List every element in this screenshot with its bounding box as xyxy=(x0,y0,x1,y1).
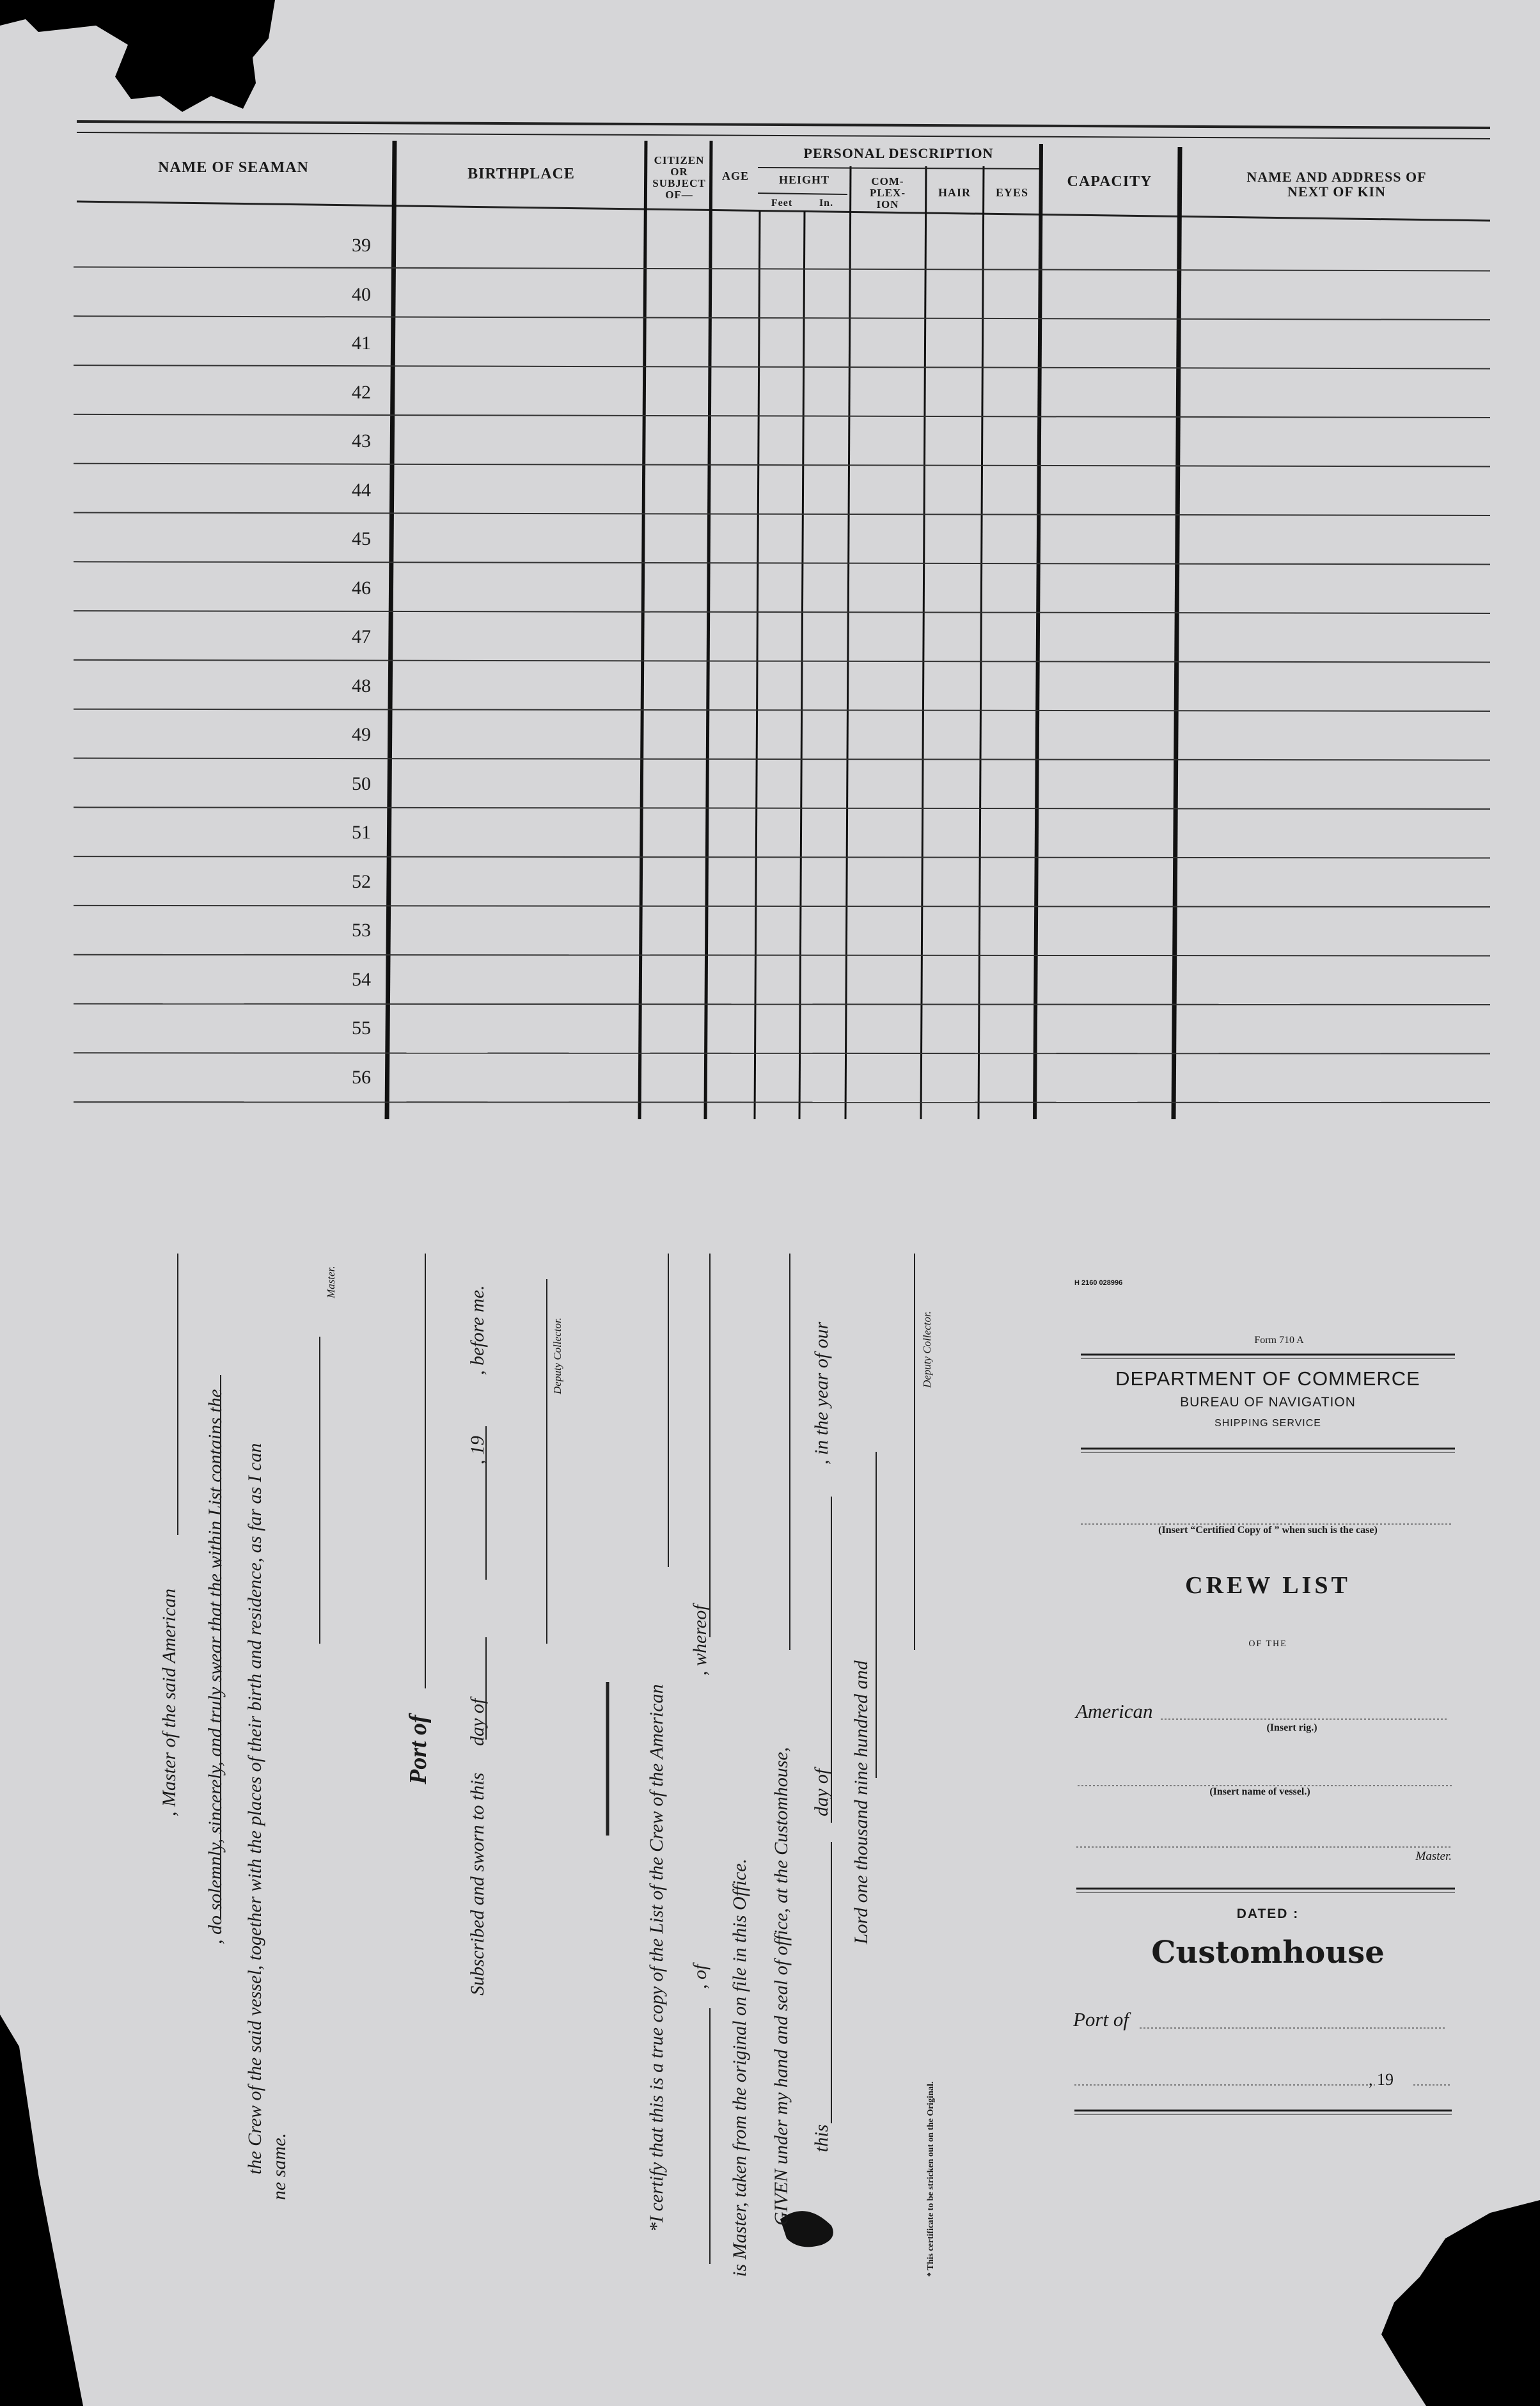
cert-footnote: * This certificate to be stricken out on the Original. xyxy=(926,2081,936,2277)
row-rule xyxy=(74,709,1490,711)
citizen-line-3: SUBJECT xyxy=(652,177,706,189)
cover-nineteen: , 19 xyxy=(1369,2070,1394,2089)
row-number: 48 xyxy=(352,675,371,696)
citizen-line-2: OR xyxy=(670,165,688,178)
row-rule xyxy=(74,807,1490,809)
col-header-inches: In. xyxy=(819,198,834,208)
row-number: 45 xyxy=(352,528,371,549)
row-rule xyxy=(74,1102,1490,1103)
row-rule xyxy=(74,955,1490,956)
oath-deputy-collector: Deputy Collector. xyxy=(551,1317,563,1394)
oath-line-1: , Master of the said American xyxy=(159,1588,180,1816)
col-header-age: AGE xyxy=(721,169,749,182)
cert-year-of-our: , in the year of our xyxy=(811,1321,832,1465)
col-header-name-of-seaman: NAME OF SEAMAN xyxy=(158,159,309,176)
cert-deputy-collector: Deputy Collector. xyxy=(921,1311,933,1388)
row-number: 42 xyxy=(352,381,371,403)
row-number: 56 xyxy=(352,1066,371,1088)
col-header-feet: Feet xyxy=(771,198,793,208)
row-rule xyxy=(74,414,1490,418)
cert-line-1: *I certify that this is a true copy of the List of the Crew of the American xyxy=(646,1684,667,2232)
torn-corner-bottom-right xyxy=(1381,2200,1540,2406)
american-label: American xyxy=(1076,1700,1153,1722)
col-header-height: HEIGHT xyxy=(778,173,830,186)
row-number: 43 xyxy=(352,430,371,452)
cert-whereof: , whereof xyxy=(689,1605,711,1676)
of-the-label: OF THE xyxy=(1248,1639,1287,1649)
row-rule xyxy=(74,660,1490,663)
print-code: H 2160 028996 xyxy=(1074,1279,1123,1287)
department-title: DEPARTMENT OF COMMERCE xyxy=(1115,1367,1420,1390)
oath-line-4: ne same. xyxy=(269,2133,290,2200)
oath-before-me: , before me. xyxy=(467,1285,488,1375)
cover-port-of: Port of xyxy=(1073,2008,1129,2031)
row-number: 49 xyxy=(352,724,371,745)
row-rule xyxy=(74,562,1490,564)
row-rule xyxy=(74,856,1490,858)
row-number: 39 xyxy=(352,235,371,256)
next-of-kin-line-2: NEXT OF KIN xyxy=(1287,184,1387,200)
row-rule xyxy=(74,267,1490,271)
col-header-eyes: EYES xyxy=(995,186,1029,199)
complexion-line-3: ION xyxy=(876,198,899,210)
row-number: 50 xyxy=(352,773,371,794)
row-rule xyxy=(74,316,1490,320)
row-rule xyxy=(74,1004,1490,1005)
cert-this: this xyxy=(811,2124,832,2152)
oath-subscribed: Subscribed and sworn to this xyxy=(467,1772,488,1995)
row-number: 40 xyxy=(352,283,371,305)
cover-master-label: Master. xyxy=(1415,1850,1452,1863)
cert-lord: Lord one thousand nine hundred and xyxy=(851,1660,872,1944)
row-number: 46 xyxy=(352,577,371,599)
row-number: 47 xyxy=(352,626,371,647)
col-header-hair: HAIR xyxy=(938,186,971,199)
row-number: 44 xyxy=(352,479,371,501)
row-rule xyxy=(74,513,1490,516)
insert-name-label: (Insert name of vessel.) xyxy=(1209,1786,1310,1797)
next-of-kin-line-1: NAME AND ADDRESS OF xyxy=(1246,169,1427,185)
row-rule xyxy=(74,365,1490,368)
cert-of: , of xyxy=(689,1964,711,1989)
oath-line-3: the Crew of the said vessel, together with the places of their birth and residence, as far as I can xyxy=(244,1443,265,2174)
torn-edge-left xyxy=(0,2015,83,2406)
col-header-birthplace: BIRTHPLACE xyxy=(468,166,575,182)
complexion-line-2: PLEX- xyxy=(870,186,906,199)
insert-rig-label: (Insert rig.) xyxy=(1266,1722,1317,1733)
complexion-line-1: COM- xyxy=(871,175,904,187)
oath-master-label: Master. xyxy=(325,1266,337,1298)
dated-label: DATED : xyxy=(1236,1907,1300,1921)
cert-line-2: is Master, taken from the original on file in this Office. xyxy=(729,1859,750,2277)
oath-day-of: day of xyxy=(467,1698,488,1746)
torn-corner-top xyxy=(0,0,275,112)
row-rule xyxy=(74,906,1490,907)
service-title: SHIPPING SERVICE xyxy=(1214,1418,1321,1429)
col-header-capacity: CAPACITY xyxy=(1067,173,1152,190)
oath-line-2: , do solemnly, sincerely, and truly swear that the within List contains the xyxy=(205,1388,226,1944)
oath-nineteen: , 19 xyxy=(467,1436,488,1465)
customhouse-title: Customhouse xyxy=(1151,1935,1385,1970)
row-rule xyxy=(74,464,1490,467)
row-number: 52 xyxy=(352,870,371,892)
row-number: 54 xyxy=(352,968,371,990)
bureau-title: BUREAU OF NAVIGATION xyxy=(1180,1395,1356,1410)
col-header-personal-description: PERSONAL DESCRIPTION xyxy=(803,145,994,161)
cert-day-of: day of xyxy=(811,1768,832,1816)
row-number: 41 xyxy=(352,333,371,354)
row-rule xyxy=(74,611,1490,613)
oath-port-of: Port of xyxy=(405,1715,432,1784)
col-header-next-of-kin xyxy=(1183,169,1490,199)
cert-line-3: GIVEN under my hand and seal of office, at the Customhouse, xyxy=(771,1747,792,2226)
col-header-complexion xyxy=(852,176,923,210)
crew-list-title: CREW LIST xyxy=(1185,1572,1351,1599)
insert-certified-note: (Insert “Certified Copy of ” when such is the case) xyxy=(1158,1525,1378,1536)
row-rule xyxy=(74,759,1490,760)
citizen-line-4: OF— xyxy=(665,188,693,201)
citizen-line-1: CITIZEN xyxy=(654,154,705,166)
row-number: 51 xyxy=(352,822,371,843)
row-number: 55 xyxy=(352,1018,371,1039)
row-number: 53 xyxy=(352,920,371,941)
form-number: Form 710 A xyxy=(1254,1335,1304,1346)
col-header-citizen xyxy=(647,155,711,200)
